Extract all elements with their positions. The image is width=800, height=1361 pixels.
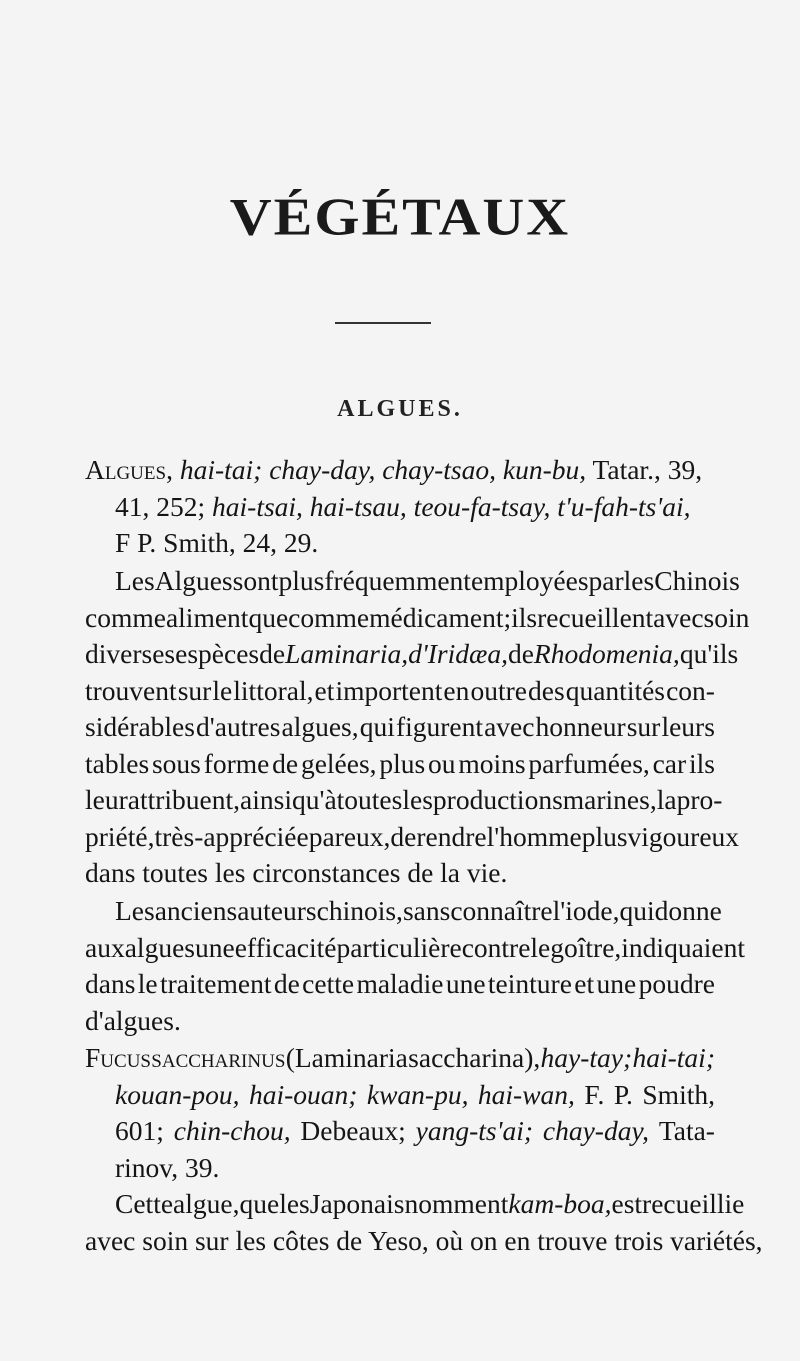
word: soin — [142, 1224, 189, 1256]
word: ils — [511, 601, 538, 633]
word: forme — [203, 747, 270, 779]
word: indiquaient — [621, 931, 746, 963]
word: d'autres — [196, 711, 281, 742]
word: hai-tai; — [632, 1042, 715, 1073]
word: toutes — [336, 784, 403, 815]
word: variétés, — [670, 1224, 763, 1256]
word: et — [314, 674, 335, 706]
word: Cette — [115, 1188, 174, 1219]
word: algues — [124, 931, 195, 963]
word: algues, — [281, 711, 359, 742]
word: une — [596, 968, 637, 999]
word: les — [214, 857, 246, 888]
word: et — [574, 968, 595, 999]
word: traitement — [160, 968, 272, 999]
word: outre — [470, 674, 527, 706]
algues-entry — [85, 452, 715, 562]
word: littoral, — [233, 674, 314, 706]
entry-term: Algues — [85, 454, 167, 485]
text-line — [85, 930, 746, 967]
word: Les — [115, 895, 155, 926]
word: l'homme — [486, 820, 582, 852]
word: Rhodomenia, — [533, 638, 680, 669]
word: de — [390, 820, 417, 852]
word: nomment — [404, 1188, 509, 1219]
word: teinture — [487, 968, 572, 999]
word: comme — [288, 601, 370, 633]
text-line — [85, 893, 722, 930]
word: qu'à — [291, 784, 337, 815]
word: Japonais — [309, 1188, 405, 1219]
word: P. — [613, 1078, 633, 1110]
entry-line-3 — [85, 525, 715, 562]
text-line — [85, 1003, 715, 1040]
word: circonstances — [252, 857, 401, 888]
word: que — [239, 1188, 280, 1219]
word: donne — [654, 895, 722, 926]
text-line — [85, 563, 740, 600]
word: Debeaux; — [300, 1115, 406, 1146]
word: Tata- — [658, 1115, 715, 1146]
word: que — [248, 601, 289, 633]
text-line — [85, 1186, 745, 1223]
word: diverses — [85, 638, 176, 669]
text-line — [85, 600, 750, 637]
word: le — [212, 674, 233, 706]
word: d'Iridæa, — [408, 638, 508, 669]
page-heading: VÉGÉTAUX — [229, 186, 571, 247]
word: Laminaria, — [285, 638, 409, 669]
entry-comma: , — [166, 454, 180, 485]
word: particulière — [336, 931, 462, 963]
word: Chinois — [654, 565, 740, 596]
entry-ref: F P. Smith, 24, 29. — [115, 527, 319, 558]
word: F. — [584, 1078, 605, 1110]
word: moins — [458, 747, 526, 779]
word: vigoureux — [627, 820, 740, 852]
word: de — [273, 968, 300, 999]
word: gelées, — [300, 747, 377, 779]
word: ils — [688, 747, 715, 779]
word: chinois, — [316, 895, 403, 926]
word: chin-chou, — [173, 1115, 291, 1146]
text-line — [85, 1223, 763, 1260]
word: maladie — [356, 968, 444, 999]
word: aliment — [165, 601, 249, 633]
word: attribuent, — [127, 784, 241, 815]
word: 601; — [115, 1115, 164, 1146]
entry-ref: 41, 252; — [115, 490, 213, 522]
word: kwan-pu, — [366, 1078, 469, 1110]
word: algue, — [173, 1188, 240, 1219]
word: les — [235, 1224, 267, 1256]
word: chay-day, — [542, 1115, 650, 1146]
word: par — [588, 565, 624, 596]
word: toutes — [142, 857, 208, 888]
word: car — [652, 747, 687, 779]
word: de — [507, 638, 534, 669]
word: sur — [626, 711, 661, 742]
word: recueillie — [642, 1188, 745, 1219]
text-line — [85, 1040, 715, 1077]
entry-line-2 — [85, 489, 715, 526]
paragraph-2 — [85, 893, 746, 1039]
word: avec — [653, 601, 704, 633]
word: dans — [85, 857, 136, 888]
word: eux, — [343, 820, 391, 852]
word: la — [656, 784, 677, 815]
word: avec — [484, 711, 535, 742]
word: con- — [666, 674, 715, 706]
fucus-entry — [85, 1040, 715, 1186]
word: trois — [614, 1224, 664, 1256]
word: efficacité — [234, 931, 337, 963]
word: avec — [85, 1224, 136, 1256]
word: goître, — [550, 931, 622, 963]
text-line — [85, 673, 715, 710]
word: est — [611, 1188, 643, 1219]
text-line — [85, 1077, 715, 1114]
word: en — [504, 1224, 531, 1256]
word: des — [528, 674, 565, 706]
word: trouve — [537, 1224, 608, 1256]
word: vie. — [466, 857, 508, 888]
text-line — [85, 709, 715, 746]
word: plus — [581, 820, 628, 852]
word: Smith, — [642, 1078, 715, 1110]
word: sur — [194, 1224, 229, 1256]
word: Algues — [154, 565, 233, 596]
word: sidérables — [85, 711, 195, 742]
word: soin — [703, 601, 750, 633]
word: kam-boa, — [508, 1188, 612, 1219]
word: les — [279, 1188, 310, 1219]
word: fréquemment — [324, 565, 471, 596]
entry-names: hai-tsai, hai-tsau, teou-fa-tsay, t'u-fah-ts'ai, — [212, 490, 691, 522]
text-line — [85, 966, 715, 1003]
word: (Laminaria — [285, 1042, 408, 1073]
word: Les — [115, 565, 155, 596]
section-heading: ALGUES. — [337, 396, 463, 422]
entry-names: hai-tai; chay-day, chay-tsao, kun-bu, — [179, 454, 587, 485]
word: une — [445, 968, 486, 999]
word: les — [623, 565, 655, 596]
word: l'iode, — [552, 895, 620, 926]
text-line — [85, 1113, 715, 1150]
word: employées — [470, 565, 589, 596]
entry-line-1 — [85, 452, 715, 489]
word: côtes — [272, 1224, 330, 1256]
word: honneur — [535, 711, 626, 742]
word: médicament; — [369, 601, 512, 633]
word: cette — [302, 968, 355, 999]
word: anciens — [154, 895, 238, 926]
word: qui — [619, 895, 655, 926]
word: d'algues. — [85, 1004, 181, 1036]
word: priété, — [85, 820, 155, 852]
word: hay-tay; — [540, 1042, 633, 1073]
word: espèces — [175, 638, 260, 669]
word: Fucus — [85, 1042, 151, 1073]
word: 39. — [185, 1151, 220, 1183]
text-line — [85, 636, 739, 673]
word: rinov, — [115, 1151, 179, 1183]
heading-rule — [335, 322, 431, 324]
text-line — [85, 855, 715, 892]
word: de — [259, 638, 286, 669]
word: poudre — [638, 968, 715, 999]
word: recueillent — [537, 601, 654, 633]
paragraph-3 — [85, 1186, 763, 1259]
text-line — [85, 782, 723, 819]
word: leurs — [661, 711, 715, 742]
word: tables — [85, 747, 150, 779]
word: saccharina), — [408, 1042, 541, 1073]
word: en — [443, 674, 470, 706]
word: de — [336, 1224, 363, 1256]
word: hai-ouan; — [248, 1078, 358, 1110]
word: sans — [402, 895, 451, 926]
text-line — [85, 746, 715, 783]
word: de — [272, 747, 299, 779]
word: aux — [85, 931, 125, 963]
word: quantités — [565, 674, 666, 706]
word: productions — [432, 784, 563, 815]
word: qui — [359, 711, 395, 742]
word: la — [440, 857, 461, 888]
word: sous — [151, 747, 201, 779]
word: plus — [379, 747, 426, 779]
word: parfumées, — [528, 747, 650, 779]
word: les — [402, 784, 433, 815]
word: auteurs — [237, 895, 317, 926]
word: le — [530, 931, 551, 963]
word: dans — [85, 968, 136, 999]
word: on — [470, 1224, 498, 1256]
word: hai-wan, — [477, 1078, 575, 1110]
word: plus — [278, 565, 325, 596]
word: pro- — [676, 784, 723, 815]
word: ainsi — [240, 784, 292, 815]
word: une — [194, 931, 235, 963]
word: très-appréciée — [154, 820, 309, 852]
entry-ref: Tatar., 39, — [586, 454, 703, 485]
word: rendre — [416, 820, 487, 852]
word: par — [308, 820, 344, 852]
word: où — [435, 1224, 464, 1256]
word: yang-ts'ai; — [415, 1115, 534, 1146]
word: connaître — [450, 895, 553, 926]
paragraph-1 — [85, 563, 750, 892]
word: figurent — [395, 711, 483, 742]
word: ou — [428, 747, 456, 779]
word: contre — [461, 931, 531, 963]
word: qu'ils — [679, 638, 739, 669]
word: leur — [85, 784, 128, 815]
word: importent — [335, 674, 443, 706]
word: kouan-pou, — [115, 1078, 240, 1110]
word: sur — [177, 674, 212, 706]
text-line — [85, 819, 740, 856]
word: le — [137, 968, 158, 999]
word: marines, — [562, 784, 657, 815]
word: trouvent — [85, 674, 177, 706]
word: Yeso, — [368, 1224, 429, 1256]
word: sont — [232, 565, 279, 596]
word: saccharinus — [151, 1042, 286, 1073]
text-line — [85, 1150, 715, 1187]
word: de — [407, 857, 434, 888]
word: comme — [85, 601, 166, 633]
